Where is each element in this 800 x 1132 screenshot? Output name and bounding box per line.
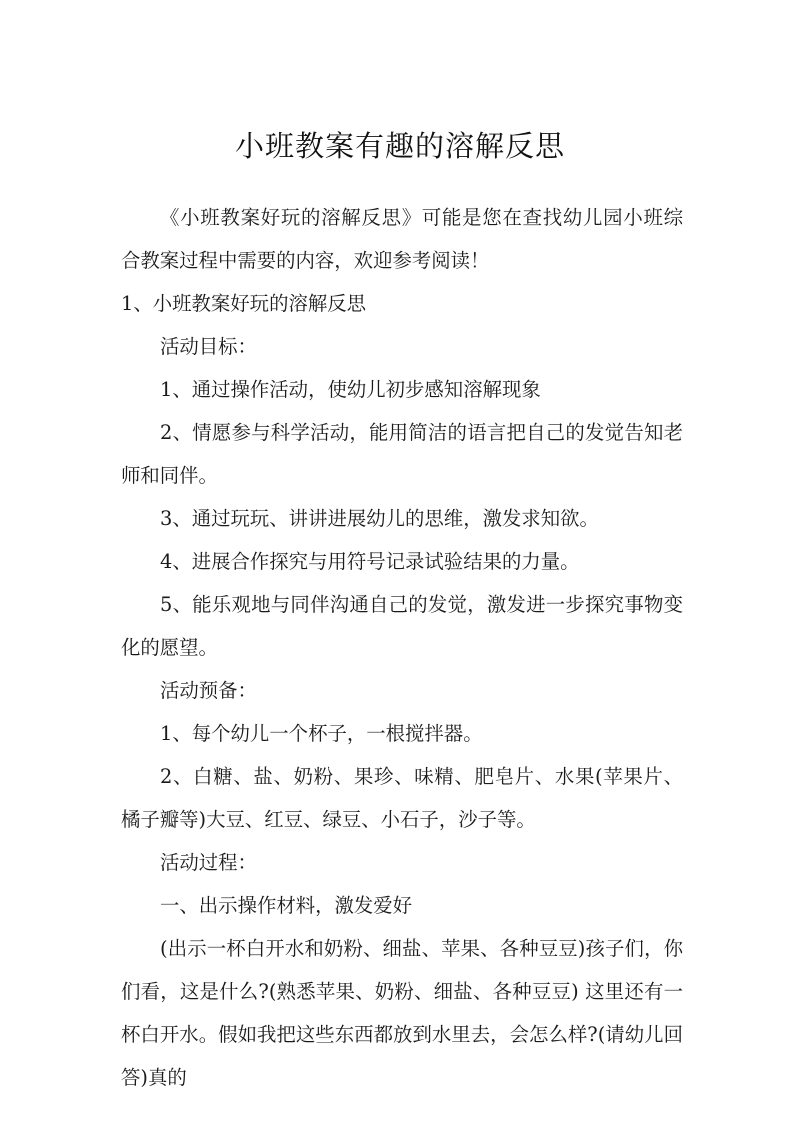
document-title: 小班教案有趣的溶解反思 [234, 129, 565, 163]
goals-heading: 活动目标： [160, 335, 257, 358]
goal-item: 3、通过玩玩、讲讲进展幼儿的思维，激发求知欲。 [160, 507, 599, 530]
intro-paragraph: 《小班教案好玩的溶解反思》可能是您在查找幼儿园小班综合教案过程中需要的内容，欢迎参考阅读！ [121, 206, 683, 272]
process-paragraph: (出示一杯白开水和奶粉、细盐、苹果、各种豆豆)孩子们，你们看，这是什么?(熟悉苹果、奶粉、细盐、各种豆豆) 这里还有一杯白开水。假如我把这些东西都放到水里去，会怎么样?(请幼儿回答)真的 [121, 937, 683, 1089]
goal-item: 2、情愿参与科学活动，能用简洁的语言把自己的发觉告知老师和同伴。 [121, 421, 683, 487]
process-step-heading: 一、出示操作材料，激发爱好 [160, 894, 413, 917]
section-heading: 1、小班教案好玩的溶解反思 [121, 292, 367, 315]
goal-item: 5、能乐观地与同伴沟通自己的发觉，激发进一步探究事物变化的愿望。 [121, 593, 683, 659]
goal-item: 4、进展合作探究与用符号记录试验结果的力量。 [160, 550, 580, 573]
document-body [121, 196, 683, 1099]
goal-item: 1、通过操作活动，使幼儿初步感知溶解现象 [160, 378, 541, 401]
process-heading: 活动过程： [160, 851, 257, 874]
preparation-item: 1、每个幼儿一个杯子，一根搅拌器。 [160, 722, 483, 745]
preparation-heading: 活动预备： [160, 679, 257, 702]
preparation-item: 2、白糖、盐、奶粉、果珍、味精、肥皂片、水果(苹果片、橘子瓣等)大豆、红豆、绿豆、小石子，沙子等。 [121, 765, 683, 831]
